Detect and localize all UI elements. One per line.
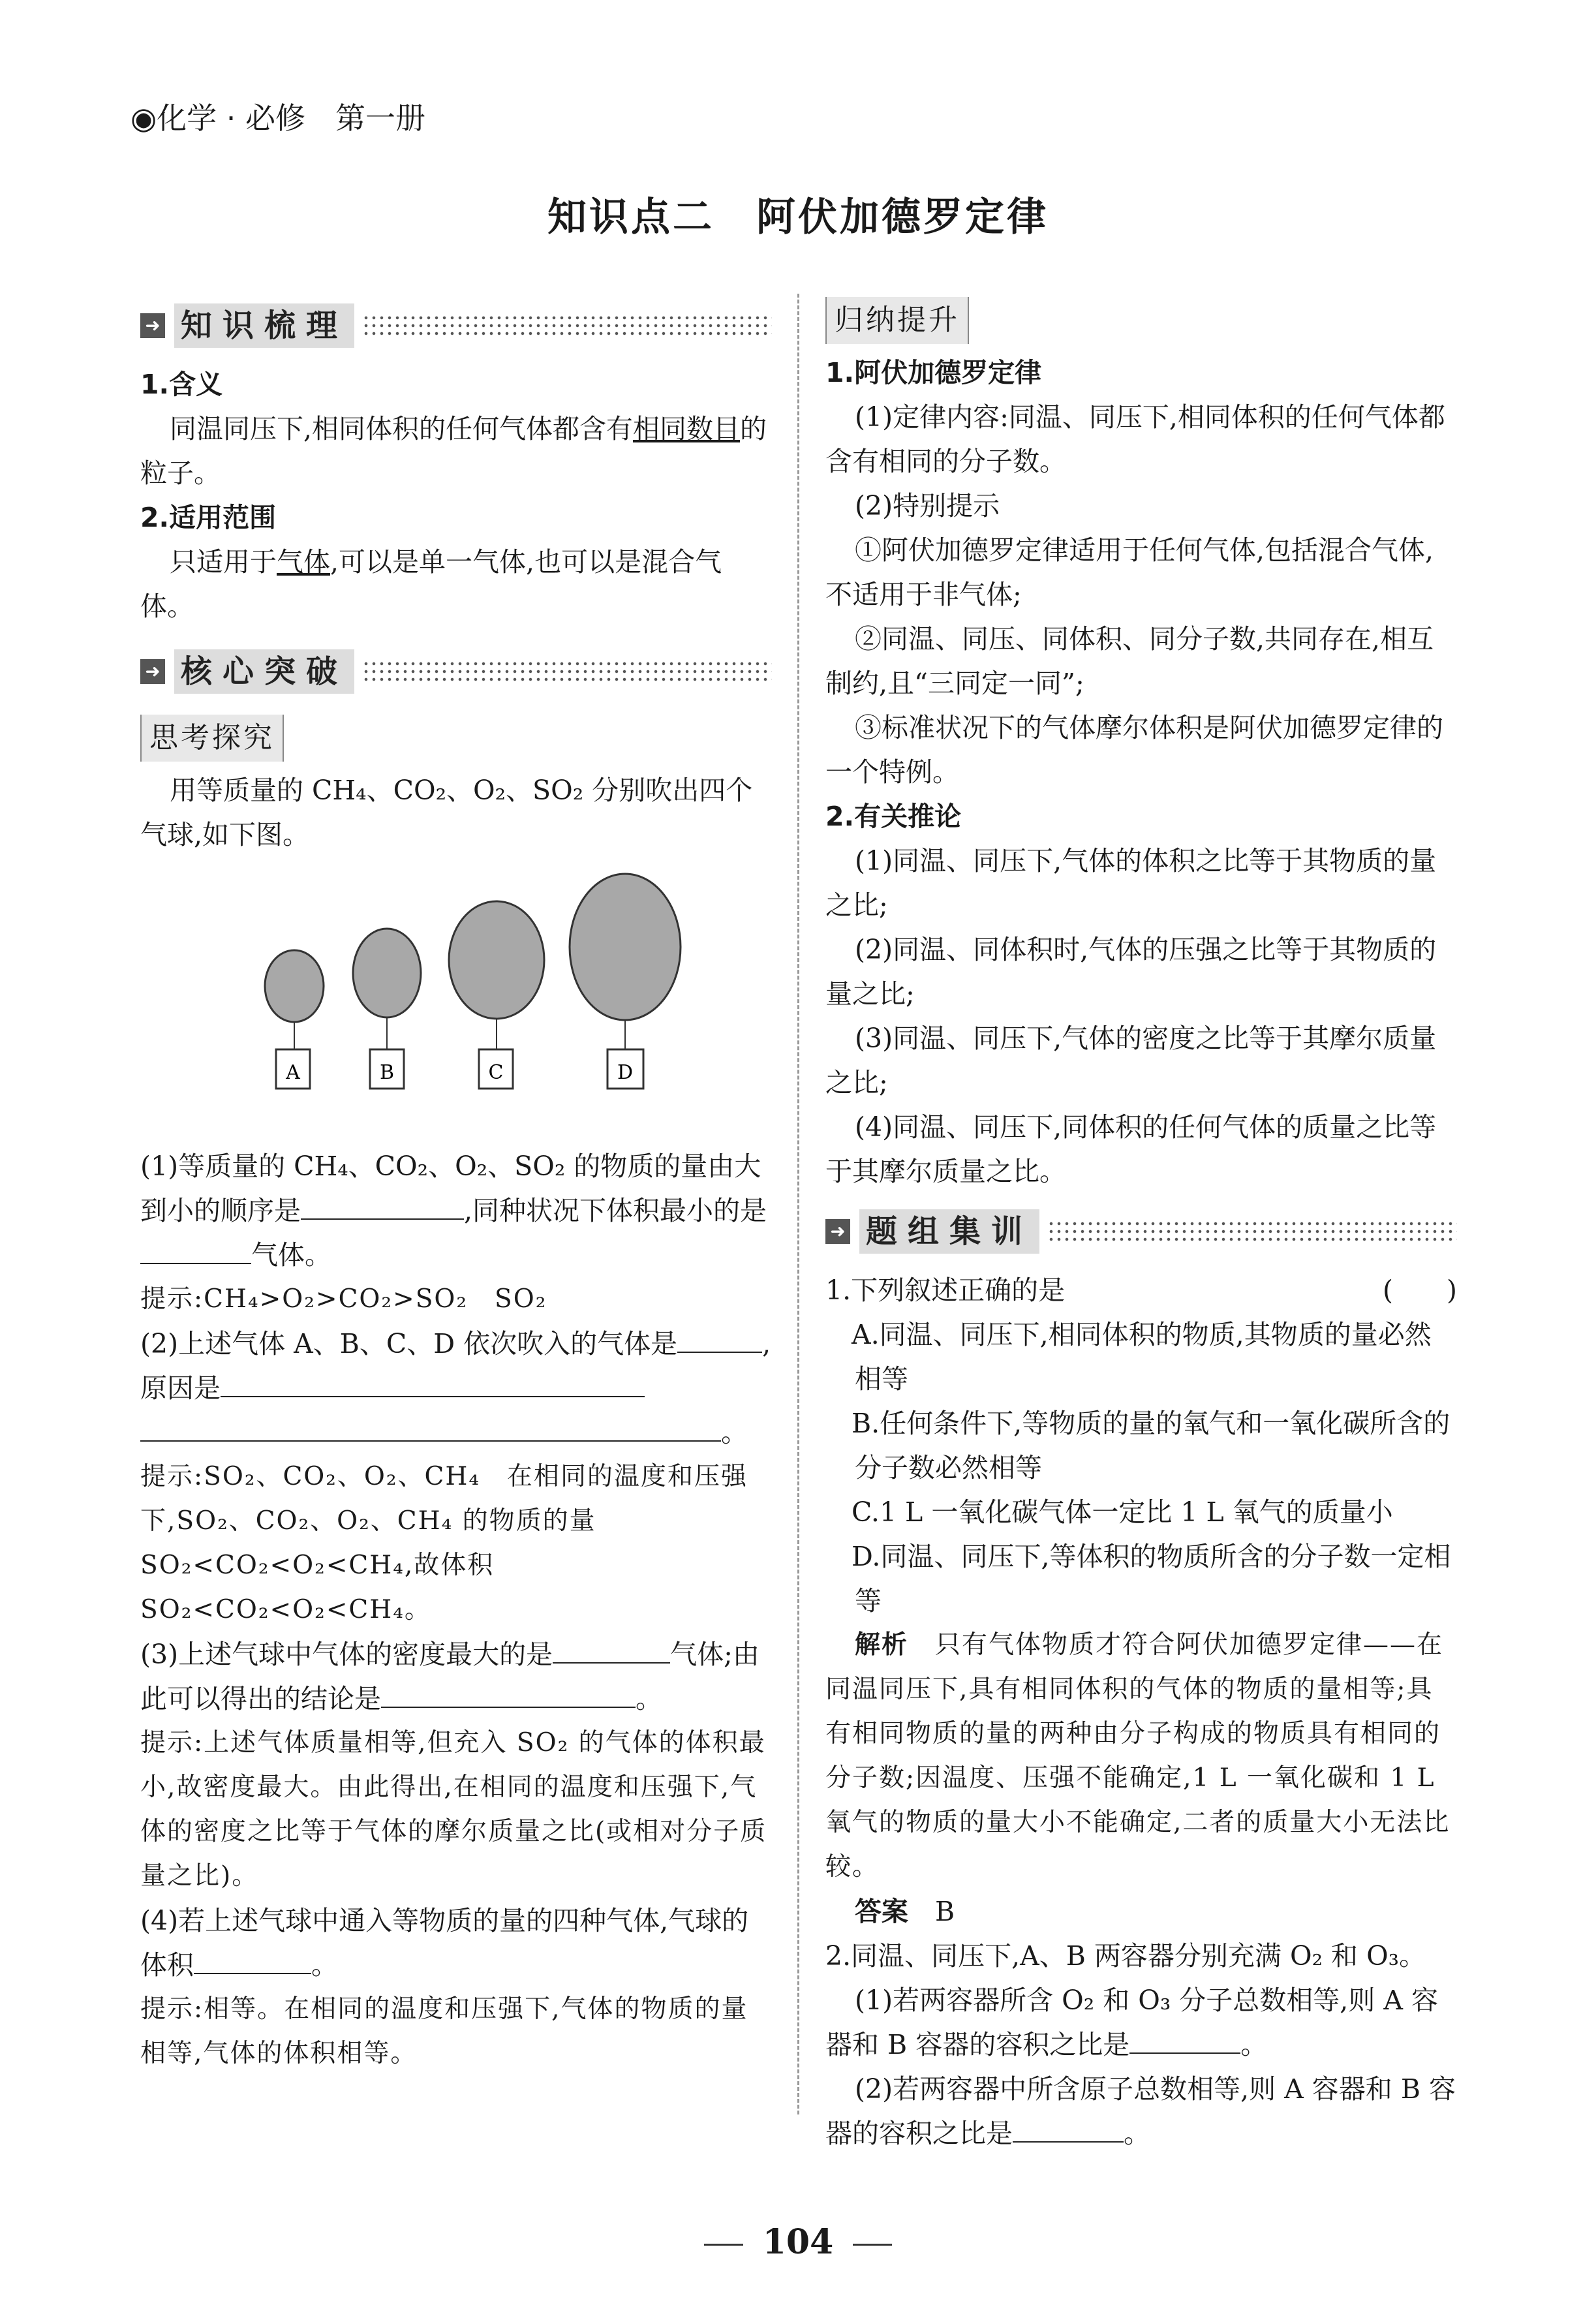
hint-4: 提示:相等。在相同的温度和压强下,气体的物质的量相等,气体的体积相等。	[140, 1994, 748, 2068]
book-header: ◉化学 · 必修 第一册	[130, 101, 426, 136]
balloon-figure	[140, 863, 772, 1138]
balloon-c	[449, 901, 544, 1089]
answer-blank[interactable]	[381, 1680, 636, 1708]
answer-blank[interactable]	[1129, 2026, 1240, 2054]
paragraph: ②同温、同压、同体积、同分子数,共同存在,相互制约,且“三同定一同”;	[825, 623, 1434, 699]
exercise-2-q2: (2)若两容器中所含原子总数相等,则 A 容器和 B 容器的容积之比是 。	[825, 2073, 1456, 2149]
answer-blank[interactable]	[194, 1947, 311, 1974]
exercise-2: 2.同温、同压下,A、B 两容器分别充满 O₂ 和 O₃。	[825, 1940, 1426, 1972]
paragraph: (1)定律内容:同温、同压下,相同体积的任何气体都含有相同的分子数。	[825, 401, 1445, 477]
section-label: 知识梳理	[174, 303, 354, 348]
dotted-rule	[362, 660, 772, 683]
question-4: (4)若上述气球中通入等物质的量的四种气体,气球的体积 。	[140, 1905, 749, 1981]
page-number: 104	[0, 2222, 1596, 2262]
left-column	[140, 297, 772, 2076]
exercise-2-q1: (1)若两容器所含 O₂ 和 O₃ 分子总数相等,则 A 容器和 B 容器的容积之比是 。	[825, 1985, 1439, 2060]
analysis: 解析 只有气体物质才符合阿伏加德罗定律——在同温同压下,具有相同体积的气体的物质的量相等;具有相同物质的量的两种由分子构成的物质具有相同的分子数;因温度、压强不能确定,1 L 一氧化碳和 1 L 氧气的物质的量大小不能确定,二者的质量大小无法比较。	[825, 1630, 1450, 1881]
dash	[853, 2244, 892, 2246]
dotted-rule	[362, 314, 772, 337]
answer-blank[interactable]	[677, 1325, 762, 1353]
paragraph: (1)同温、同压下,气体的体积之比等于其物质的量之比;	[825, 845, 1437, 921]
paragraph: ①阿伏加德罗定律适用于任何气体,包括混合气体,不适用于非气体;	[825, 534, 1434, 610]
balloon-diagram	[140, 863, 772, 1138]
section-core	[140, 647, 772, 696]
right-column	[825, 297, 1457, 2156]
question-2: (2)上述气体 A、B、C、D 依次吹入的气体是 ,原因是 。	[140, 1322, 772, 1455]
answer: 答案 B	[855, 1896, 955, 1927]
label-b: B	[379, 1061, 395, 1084]
option-b: B.任何条件下,等物质的量的氧气和一氧化碳所含的分子数必然相等	[852, 1408, 1450, 1483]
item-title: 2.有关推论	[825, 801, 962, 832]
answer-blank[interactable]	[140, 1237, 251, 1264]
hint-1: 提示:CH₄>O₂>CO₂>SO₂ SO₂	[140, 1284, 547, 1314]
section-label: 核心突破	[174, 649, 354, 694]
answer-paren[interactable]: ( )	[1383, 1275, 1457, 1306]
item-title: 1.含义	[140, 369, 223, 400]
paragraph: (2)同温、同体积时,气体的压强之比等于其物质的量之比;	[825, 934, 1437, 1010]
arrow-icon: ➜	[825, 1219, 850, 1244]
paragraph: ③标准状况下的气体摩尔体积是阿伏加德罗定律的一个特例。	[825, 712, 1443, 788]
column-divider	[797, 294, 799, 2114]
section-knowledge	[140, 301, 772, 350]
hint-3: 提示:上述气体质量相等,但充入 SO₂ 的气体的体积最小,故密度最大。由此得出,在相同的温度和压强下,气体的密度之比等于气体的摩尔质量之比(或相对分子质量之比)。	[140, 1728, 767, 1891]
label-a: A	[286, 1061, 300, 1084]
balloon-d	[570, 874, 681, 1089]
option-a: A.同温、同压下,相同体积的物质,其物质的量必然相等	[852, 1319, 1432, 1395]
answer-blank[interactable]	[140, 1414, 721, 1442]
question-1: (1)等质量的 CH₄、CO₂、O₂、SO₂ 的物质的量由大到小的顺序是 ,同种状况下体积最小的是气体。	[140, 1151, 767, 1271]
intro-text: 用等质量的 CH₄、CO₂、O₂、SO₂ 分别吹出四个气球,如下图。	[140, 775, 753, 850]
question-3: (3)上述气球中气体的密度最大的是 气体;由此可以得出的结论是 。	[140, 1632, 772, 1721]
item-title: 2.适用范围	[140, 502, 277, 533]
answer-blank[interactable]	[553, 1636, 670, 1664]
paragraph: (3)同温、同压下,气体的密度之比等于其摩尔质量之比;	[825, 1023, 1437, 1098]
option-d: D.同温、同压下,等体积的物质所含的分子数一定相等	[852, 1541, 1451, 1617]
label-c: C	[488, 1061, 504, 1084]
item-title: 1.阿伏加德罗定律	[825, 357, 1042, 388]
paragraph: (4)同温、同压下,同体积的任何气体的质量之比等于其摩尔质量之比。	[825, 1111, 1437, 1187]
answer-blank[interactable]	[221, 1370, 645, 1397]
arrow-icon: ➜	[140, 659, 165, 684]
section-exercises	[825, 1207, 1457, 1256]
subheading-think: 思考探究	[140, 715, 284, 762]
paragraph: 只适用于气体,可以是单一气体,也可以是混合气体。	[140, 546, 722, 622]
label-d: D	[617, 1061, 634, 1084]
page-title: 知识点二 阿伏加德罗定律	[547, 194, 1049, 240]
paragraph: (2)特别提示	[855, 490, 1000, 521]
answer-blank[interactable]	[301, 1192, 464, 1220]
hint-2: 提示:SO₂、CO₂、O₂、CH₄ 在相同的温度和压强下,SO₂、CO₂、O₂、CH₄ 的物质的量 SO₂<CO₂<O₂<CH₄,故体积 SO₂<CO₂<O₂<CH₄。	[140, 1462, 748, 1624]
dotted-rule	[1047, 1220, 1457, 1243]
dash	[704, 2244, 743, 2246]
exercise-1: 1.下列叙述正确的是 ( )	[825, 1268, 1457, 1312]
option-c: C.1 L 一氧化碳气体一定比 1 L 氧气的质量小	[852, 1496, 1393, 1528]
paragraph: 同温同压下,相同体积的任何气体都含有相同数目的粒子。	[140, 413, 767, 489]
section-label: 题组集训	[859, 1209, 1039, 1254]
subheading-summary: 归纳提升	[825, 297, 969, 344]
answer-blank[interactable]	[1013, 2115, 1124, 2143]
arrow-icon: ➜	[140, 313, 165, 338]
